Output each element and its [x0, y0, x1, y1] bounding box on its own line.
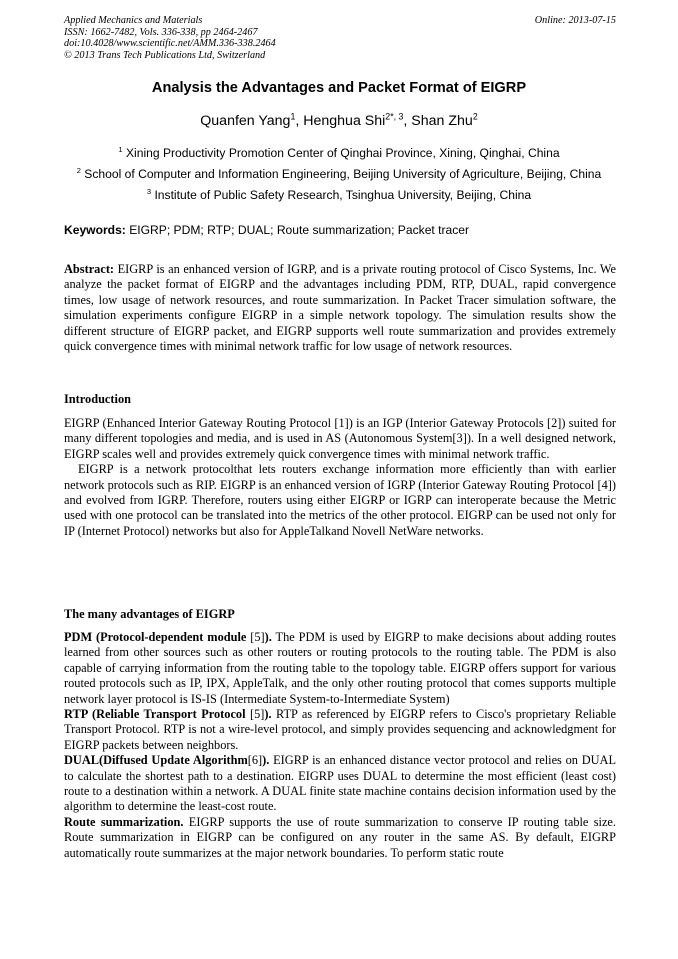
author-separator: , — [403, 113, 412, 129]
section-heading-advantages: The many advantages of EIGRP — [64, 607, 235, 621]
affiliation-number: 2 — [76, 166, 81, 176]
affiliation — [0, 188, 678, 202]
abstract-text: EIGRP is an enhanced version of IGRP, and is a private routing protocol of Cisco Systems, Inc. We analyze the packet format of EIGRP and the advantages including PDM, RTP, DUAL, rapid convergence times, low usage of network resources, and route summarization. In Packet Tracer simulation software, the simulation experiments configure EIGRP in a simple network topology. The simulation results show the different structure of EIGRP packet, and EIGRP supports well route summarization and provides extremely quick convergence times with minimal network traffic for low usage of network resources. — [64, 262, 616, 354]
keywords-label: Keywords: — [64, 223, 126, 237]
author-affiliation-mark: 1 — [290, 111, 296, 122]
author-affiliation-mark: 2 — [472, 111, 478, 122]
pdm-label: PDM (Protocol-dependent module — [64, 630, 247, 644]
paper-title: Analysis the Advantages and Packet Format of EIGRP — [151, 80, 527, 96]
abstract — [64, 262, 616, 354]
route-summarization-paragraph — [64, 815, 616, 861]
online-date: Online: 2013-07-15 — [534, 15, 616, 26]
issn-line: ISSN: 1662-7482, Vols. 336-338, pp 2464-2467 — [64, 26, 258, 38]
pdm-close: ). — [264, 630, 272, 644]
introduction-body — [64, 416, 616, 539]
advantages-body — [64, 630, 616, 861]
intro-paragraph: EIGRP (Enhanced Interior Gateway Routing Protocol [1]) is an IGP (Interior Gateway Protocols [2]) suited for many different topologies and media, and is used in AS (Autonomous System[3]). In a well designed network, EIGRP scales well and provides extremely quick convergence times with minimal network traffic. — [64, 416, 616, 461]
abstract-label: Abstract: — [64, 262, 115, 276]
author-name: Shan Zhu — [411, 113, 473, 129]
affiliation-number: 1 — [118, 145, 123, 155]
dual-text: EIGRP is an enhanced distance vector protocol and relies on DUAL to calculate the shortest path to a destination. EIGRP uses DUAL to determine the most efficient (least cost) route to a destination within a network. A DUAL finite state machine contains decision information used by the algorithm to determine the least-cost route. — [64, 753, 616, 814]
rtp-label: RTP (Reliable Transport Protocol — [64, 707, 246, 722]
author-name: Henghua Shi — [303, 113, 386, 129]
keywords-text: EIGRP; PDM; RTP; DUAL; Route summarization; Packet tracer — [129, 223, 470, 237]
dual-close: ). — [262, 753, 270, 768]
keywords — [64, 223, 616, 237]
affiliation-text: Institute of Public Safety Research, Tsinghua University, Beijing, China — [154, 188, 532, 202]
rs-text: EIGRP supports the use of route summarization to conserve IP routing table size. Route summarization in EIGRP can be configured on any router in the same AS. By default, EIGRP automatically route summarizes at the major network boundaries. To perform static route — [64, 814, 616, 860]
dual-ref: [6] — [247, 753, 263, 768]
author-separator: , — [295, 113, 304, 129]
rtp-paragraph — [64, 707, 616, 753]
copyright-line: © 2013 Trans Tech Publications Ltd, Switzerland — [64, 49, 266, 61]
pdm-text: The PDM is used by EIGRP to make decisions about adding routes learned from other sources such as other routers or routing protocols to the routing table. The PDM is also capable of carrying information from the routing table to the topology table. EIGRP offers support for various routed protocols such as IP, IPX, AppleTalk, and the only other routing protocol that comes supports multiple network layer protocol is IS-IS (Intermediate System-to-Intermediate System) — [64, 630, 617, 706]
journal-header — [64, 15, 616, 61]
intro-paragraph: EIGRP is a network protocolthat lets routers exchange information more efficiently than with earlier network protocols such as RIP. EIGRP is an enhanced version of IGRP (Interior Gateway Routing Protocol [4]) and evolved from IGRP. Therefore, routers using either EIGRP or IGRP can interoperate because the Metric used with one protocol can be translated into the metrics of the other protocol. EIGRP can be used not only for IP (Internet Protocol) networks but also for AppleTalkand Novell NetWare networks. — [64, 462, 616, 538]
rs-label: Route summarization. — [64, 814, 184, 829]
author-affiliation-mark: 2*, 3 — [385, 111, 404, 122]
dual-paragraph — [64, 753, 616, 815]
author-list — [0, 113, 678, 129]
dual-label: DUAL(Diffused Update Algorithm — [64, 753, 248, 768]
affiliation — [0, 146, 678, 160]
author-name: Quanfen Yang — [200, 113, 291, 129]
affiliation-text: Xining Productivity Promotion Center of Qinghai Province, Xining, Qinghai, China — [125, 146, 560, 160]
rtp-ref: [5] — [245, 707, 265, 722]
affiliation-text: School of Computer and Information Engineering, Beijing University of Agriculture, Beijing, China — [84, 167, 602, 181]
affiliation-number: 3 — [146, 187, 152, 197]
affiliation — [0, 167, 678, 181]
doi-line: doi:10.4028/www.scientific.net/AMM.336-338.2464 — [64, 38, 276, 50]
pdm-paragraph — [64, 630, 616, 707]
pdm-ref: [5] — [246, 630, 265, 644]
journal-name: Applied Mechanics and Materials — [64, 15, 203, 26]
section-heading-introduction: Introduction — [64, 392, 131, 406]
rtp-close: ). — [264, 707, 272, 722]
rtp-text: RTP as referenced by EIGRP refers to Cisco's proprietary Reliable Transport Protocol. RTP is not a wire-level protocol, and simply provides sequencing and acknowledgment for EIGRP packets between neighbors. — [64, 707, 616, 752]
